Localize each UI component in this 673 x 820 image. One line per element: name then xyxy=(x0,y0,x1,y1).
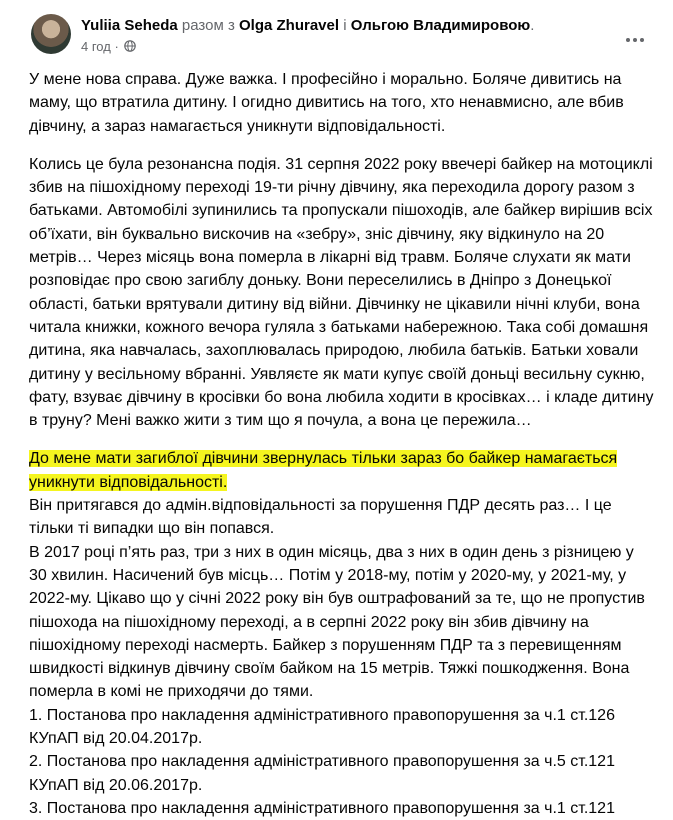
post-time-link[interactable]: 4 год xyxy=(81,39,111,54)
post-paragraph-4: Він притягався до адмін.відповідальності за порушення ПДР десять раз… І це тільки ті випадки що він попався. xyxy=(29,497,612,538)
author-line xyxy=(81,16,534,36)
post-paragraph-highlighted xyxy=(29,447,654,494)
highlighted-text: До мене мати загиблої дівчини звернулась тільки зараз бо байкер намагається уникнути відповідальності. xyxy=(29,450,618,491)
author-name-link[interactable]: Yuliia Seheda xyxy=(81,17,178,34)
name-end-period: . xyxy=(530,17,535,34)
post-paragraph-1: У мене нова справа. Дуже важка. І професійно і морально. Боляче дивитись на маму, що втратила дитину. І огидно дивитись на того, хто ненавмисно, але вбив дівчину, а зараз намагається уникнути відповідальності. xyxy=(29,71,624,135)
post-header xyxy=(0,0,673,62)
post-meta xyxy=(81,38,136,56)
globe-icon[interactable] xyxy=(124,40,136,52)
meta-separator: · xyxy=(114,39,119,54)
more-options-icon-dot xyxy=(640,38,644,42)
tagged-user-1-link[interactable]: Olga Zhuravel xyxy=(239,17,340,34)
resolution-item-1: 1. Постанова про накладення адміністративного правопорушення за ч.1 ст.126 КУпАП від 20.04.2017р. xyxy=(29,706,615,748)
post-paragraph-5: В 2017 році п’ять раз, три з них в один місяць, два з них в один день з різницею у 30 хвилин. Насичений був місць… Потім у 2018-му, потім у 2020-му, у 2021-му, у 2022-му. Цікаво що у січні 2022 року він був оштрафований за те, що не пропустив пішохода на пішохідному переході, а в серпні 2022 року він збив дівчину на пішохідному переході насмерть. Байкер з порушенням ПДР та з перевищенням швидкості відкинув дівчину своїм байком на 15 метрів. Тяжкі пошкодження. Вона померла в комі не приходячи до тями. xyxy=(29,543,645,701)
post-body xyxy=(29,68,654,820)
avatar[interactable] xyxy=(31,14,71,54)
more-options-button[interactable] xyxy=(617,22,653,58)
and-word: і xyxy=(343,17,347,34)
more-options-icon-dot xyxy=(633,38,637,42)
resolution-item-2: 2. Постанова про накладення адміністративного правопорушення за ч.5 ст.121 КУпАП від 20.06.2017р. xyxy=(29,753,615,794)
resolution-item-3: 3. Постанова про накладення адміністративного правопорушення за ч.1 ст.121 xyxy=(29,799,615,817)
with-word: разом з xyxy=(181,17,235,34)
post-paragraph-2: Колись це була резонансна подія. 31 серпня 2022 року ввечері байкер на мотоциклі збив на пішохідному переході 19-ти річну дівчину, яка переходила дорогу разом з батьками. Автомобілі зупинились та пропускали пішоходів, але байкер вирішив всіх об’їхати, він буквально вискочив на «зебру», зніс дівчину, яку відкинуло на 20 метрів… Через місяць вона померла в лікарні від травм. Боляче слухати як мати розповідає про свою загиблу доньку. Вони переселились в Дніпро з Донецької області, батьки врятували дитину від війни. Дівчинку не цікавили нічні клуби, вона читала книжки, кожного вечора гуляла з батьками набережною. Така собі домашня дитина, яка навчалась, захоплювалась природою, любила батьків. Батьки ховали дитину у весільному вбранні. Уявляєте як мати купує своїй доньці весильну сукню, фату, взуває дівчину в кросівки бо вона любила ходити в кросівках… і кладе дитину в труну? Мені важко жити з тим що я почула, а вона це пережила… xyxy=(29,155,654,430)
tagged-user-2-link[interactable]: Ольгою Владимировою xyxy=(350,17,531,34)
more-options-icon xyxy=(626,38,630,42)
